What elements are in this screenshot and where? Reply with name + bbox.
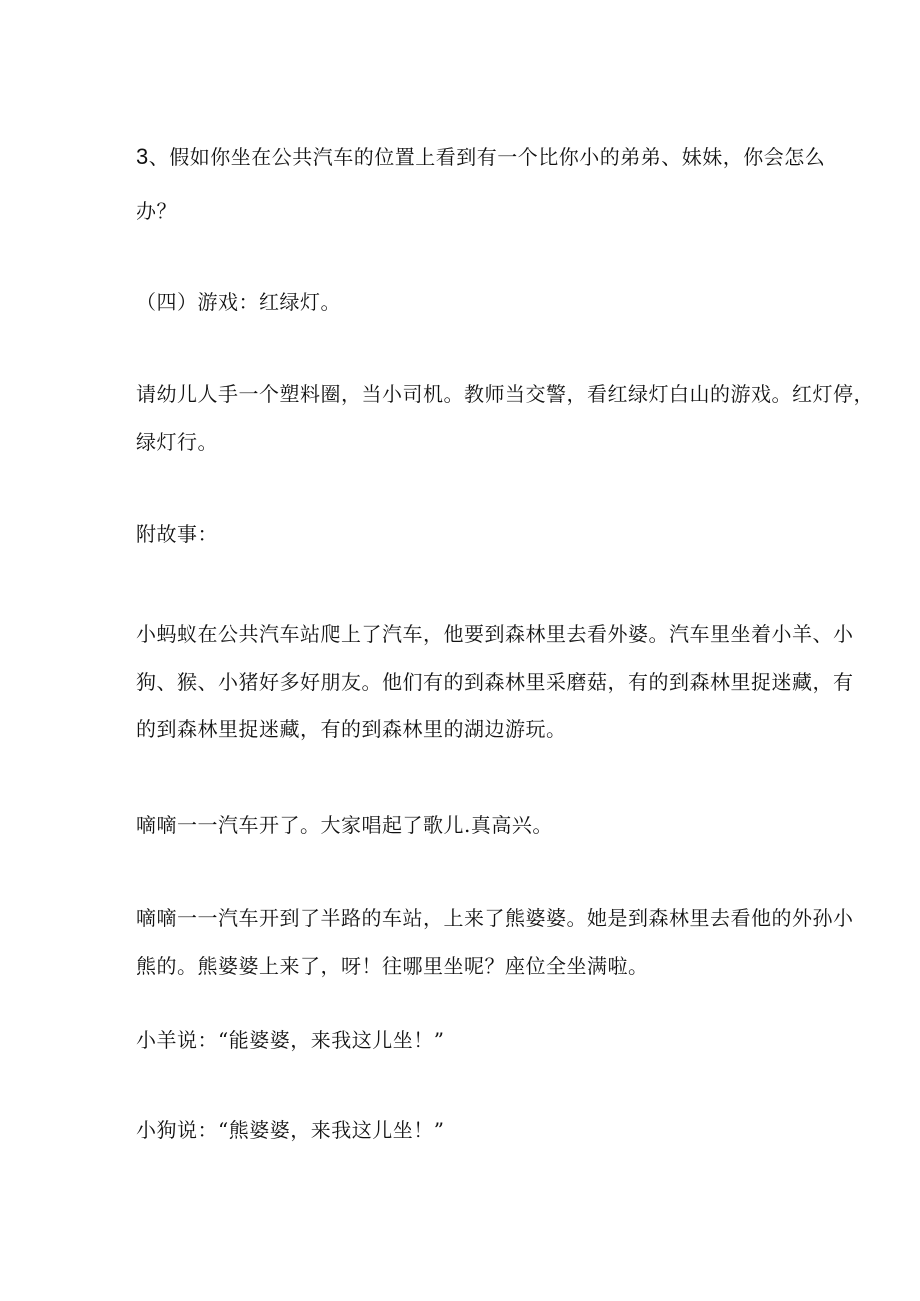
- appendix-title: 附故事：: [136, 522, 218, 546]
- story-para-1-line-1: 小蚂蚁在公共汽车站爬上了汽车，他要到森林里去看外婆。汽车里坐着小羊、小: [136, 622, 854, 646]
- dialogue-sheep: 小羊说：“能婆婆，来我这儿坐！”: [136, 1028, 445, 1052]
- dialogue-dog: 小狗说：“熊婆婆，来我这儿坐！”: [136, 1118, 445, 1142]
- section-title-game: （四）游戏：红绿灯。: [136, 290, 341, 314]
- question-3-text: 、假如你坐在公共汽车的位置上看到有一个比你小的弟弟、妹妹，你会怎么: [148, 145, 826, 169]
- story-para-3-line-2: 熊的。熊婆婆上来了，呀！往哪里坐呢？座位全坐满啦。: [136, 954, 649, 978]
- story-para-1-line-2: 狗、猴、小猪好多好朋友。他们有的到森林里采磨菇，有的到森林里捉迷藏，有: [136, 670, 854, 694]
- story-para-3-line-1: 嘀嘀一一汽车开到了半路的车站，上来了熊婆婆。她是到森林里去看他的外孙小: [136, 906, 854, 930]
- story-para-2: 嘀嘀一一汽车开了。大家唱起了歌儿.真高兴。: [136, 813, 553, 837]
- game-desc-line-2: 绿灯行。: [136, 430, 218, 454]
- question-number: 3: [136, 144, 149, 169]
- question-3-line-1: [136, 143, 825, 171]
- game-desc-line-1: 请幼儿人手一个塑料圈，当小司机。教师当交警，看红绿灯白山的游戏。红灯停，: [136, 382, 874, 406]
- question-3-line-2: 办？: [136, 199, 177, 223]
- story-para-1-line-3: 的到森林里捉迷藏，有的到森林里的湖边游玩。: [136, 717, 567, 741]
